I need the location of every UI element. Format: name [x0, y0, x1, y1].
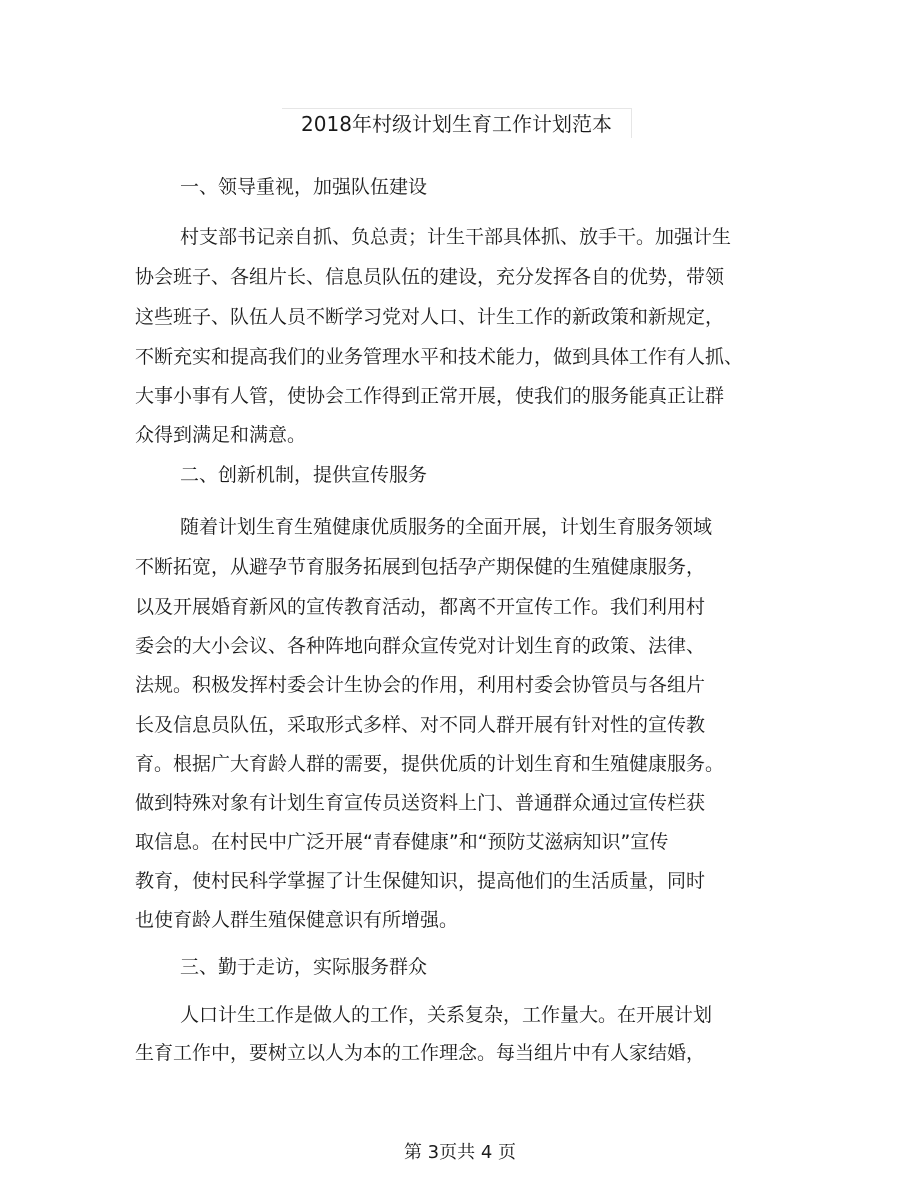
paragraph-line: 这些班子、队伍人员不断学习党对人口、计生工作的新政策和新规定，	[135, 306, 725, 328]
paragraph-line: 以及开展婚育新风的宣传教育活动，都离不开宣传工作。我们利用村	[135, 596, 706, 618]
document-title: 2018年村级计划生育工作计划范本	[282, 108, 632, 138]
paragraph-line: 不断拓宽，从避孕节育服务拓展到包括孕产期保健的生殖健康服务，	[135, 556, 706, 578]
paragraph-line: 长及信息员队伍，采取形式多样、对不同人群开展有针对性的宣传教	[135, 714, 706, 736]
paragraph-line: 委会的大小会议、各种阵地向群众宣传党对计划生育的政策、法律、	[135, 635, 706, 657]
paragraph-line: 不断充实和提高我们的业务管理水平和技术能力，做到具体工作有人抓、	[135, 346, 744, 368]
paragraph-line: 法规。积极发挥村委会计生协会的作用，利用村委会协管员与各组片	[135, 674, 706, 696]
paragraph-line: 生育工作中，要树立以人为本的工作理念。每当组片中有人家结婚，	[135, 1042, 706, 1064]
paragraph-line: 育。根据广大育龄人群的需要，提供优质的计划生育和生殖健康服务。	[135, 753, 725, 775]
paragraph-line: 随着计划生育生殖健康优质服务的全面开展，计划生育服务领域	[180, 516, 713, 538]
section-heading-1: 一、领导重视，加强队伍建设	[180, 176, 428, 198]
paragraph-line: 协会班子、各组片长、信息员队伍的建设，充分发挥各自的优势，带领	[135, 266, 725, 288]
page-number-footer: 第 3页共 4 页	[403, 1142, 517, 1163]
section-heading-2: 二、创新机制，提供宣传服务	[180, 464, 428, 486]
paragraph-line: 取信息。在村民中广泛开展“青春健康”和“预防艾滋病知识”宣传	[135, 831, 669, 853]
paragraph-line: 做到特殊对象有计划生育宣传员送资料上门、普通群众通过宣传栏获	[135, 792, 706, 814]
section-heading-3: 三、勤于走访，实际服务群众	[180, 956, 428, 978]
paragraph-line: 也使育龄人群生殖保健意识有所增强。	[135, 909, 459, 931]
paragraph-line: 大事小事有人管，使协会工作得到正常开展，使我们的服务能真正让群	[135, 385, 725, 407]
paragraph-line: 人口计生工作是做人的工作，关系复杂，工作量大。在开展计划	[180, 1004, 713, 1026]
paragraph-line: 教育，使村民科学掌握了计生保健知识，提高他们的生活质量，同时	[135, 870, 706, 892]
paragraph-line: 众得到满足和满意。	[135, 424, 307, 446]
paragraph-line: 村支部书记亲自抓、负总责；计生干部具体抓、放手干。加强计生	[180, 226, 732, 248]
